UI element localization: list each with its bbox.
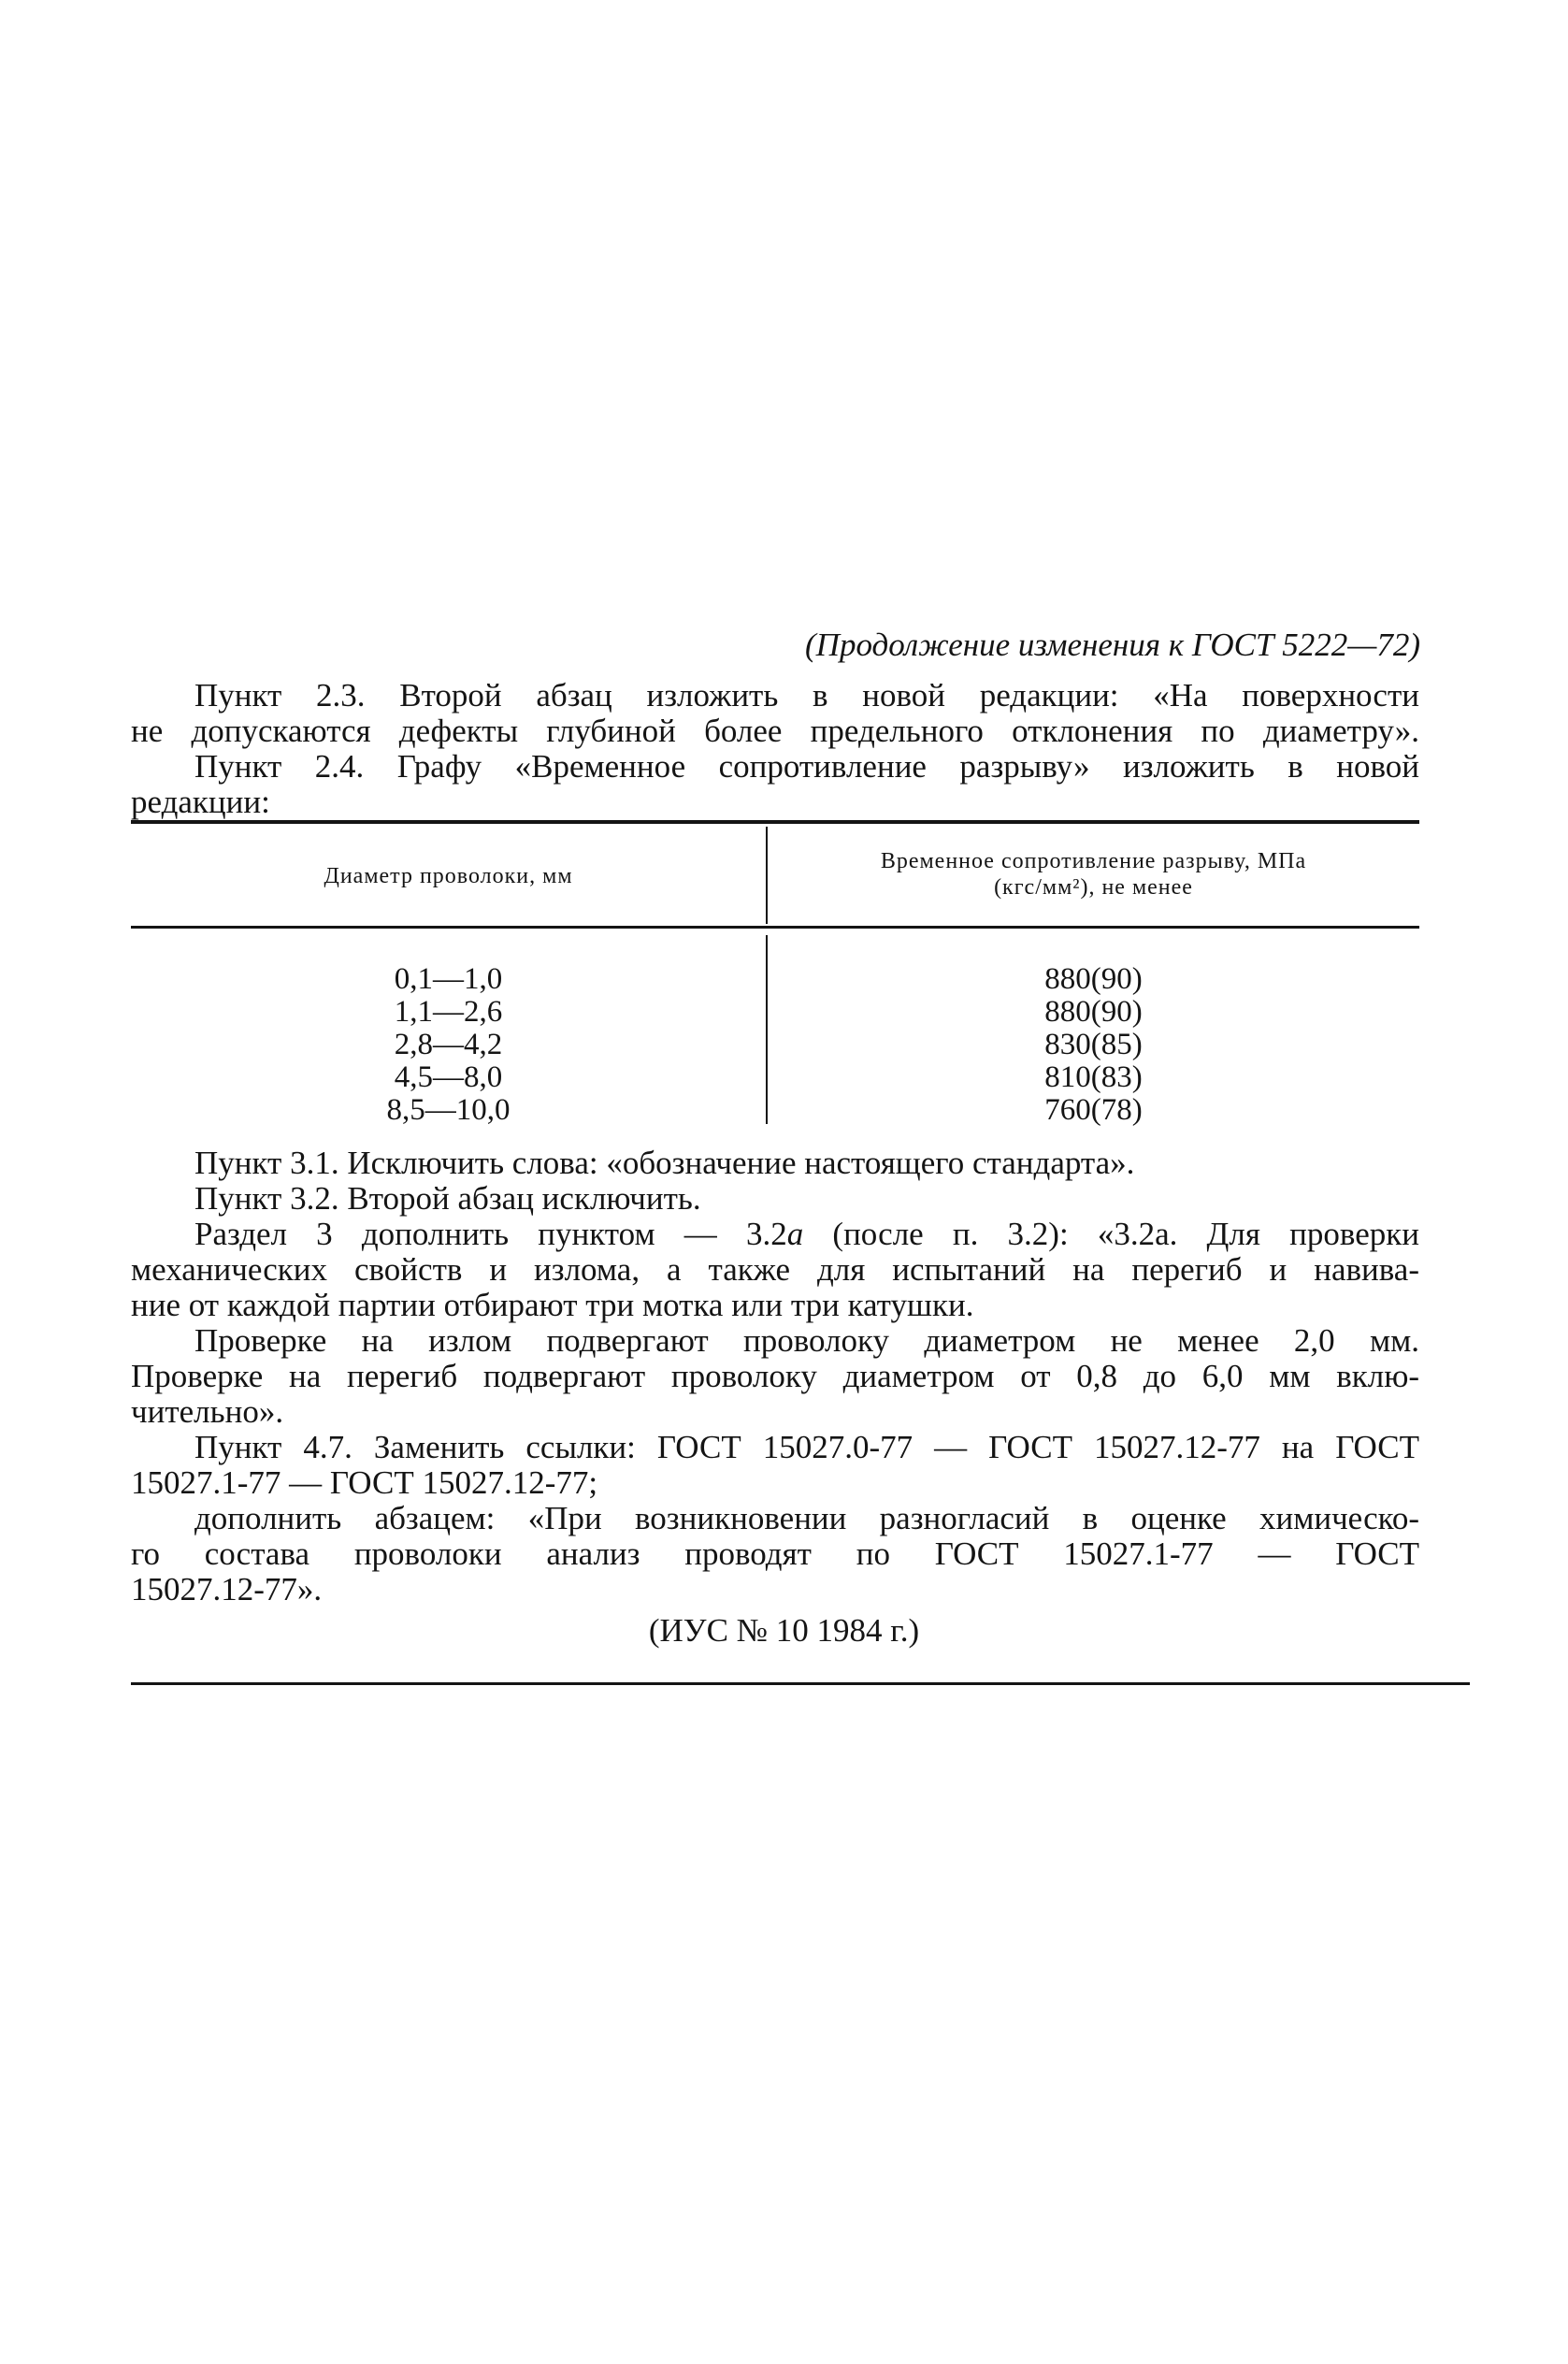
- table-row-4-strength: 810(83): [1044, 1060, 1143, 1094]
- paragraph-addendum-line-2: го состава проволоки анализ проводят по ГОСТ 15027.1-77 — ГОСТ: [131, 1535, 1419, 1572]
- table-row-1-diameter: 0,1—1,0: [394, 962, 503, 996]
- paragraph-break-test-line-3: чительно».: [131, 1393, 284, 1430]
- table-row-2-diameter: 1,1—2,6: [394, 995, 503, 1029]
- paragraph-section-3-line-3: ние от каждой партии отбирают три мотка или три катушки.: [131, 1287, 974, 1323]
- table-header-rule: [131, 926, 1419, 929]
- table-row-5-strength: 760(78): [1044, 1093, 1143, 1127]
- paragraph-section-3-line-1: Раздел 3 дополнить пунктом — 3.2а (после п. 3.2): «3.2а. Для проверки: [194, 1216, 1419, 1252]
- paragraph-2-4-line-2: редакции:: [131, 784, 270, 820]
- table-row-3-diameter: 2,8—4,2: [394, 1028, 503, 1061]
- paragraph-2-3-line-2: не допускаются дефекты глубиной более предельного отклонения по диаметру».: [131, 713, 1419, 749]
- paragraph-break-test-line-2: Проверке на перегиб подвергают проволоку диаметром от 0,8 до 6,0 мм вклю-: [131, 1358, 1419, 1394]
- source-note: (ИУС № 10 1984 г.): [648, 1612, 920, 1649]
- paragraph-3-1: Пункт 3.1. Исключить слова: «обозначение настоящего стандарта».: [194, 1145, 1135, 1181]
- table-header-strength-line-1: Временное сопротивление разрыву, МПа: [880, 849, 1307, 873]
- paragraph-3-2: Пункт 3.2. Второй абзац исключить.: [194, 1180, 701, 1217]
- page-header: (Продолжение изменения к ГОСТ 5222—72): [805, 627, 1420, 663]
- table-row-5-diameter: 8,5—10,0: [386, 1093, 511, 1127]
- paragraph-addendum-line-1: дополнить абзацем: «При возникновении разногласий в оценке химическо-: [194, 1500, 1419, 1536]
- table-header-strength-line-2: (кгс/мм²), не менее: [994, 875, 1193, 900]
- paragraph-2-4-line-1: Пункт 2.4. Графу «Временное сопротивление разрыву» изложить в новой: [194, 748, 1419, 785]
- paragraph-2-3-line-1: Пункт 2.3. Второй абзац изложить в новой редакции: «На поверхности: [194, 677, 1419, 714]
- paragraph-break-test-line-1: Проверке на излом подвергают проволоку диаметром не менее 2,0 мм.: [194, 1322, 1419, 1359]
- paragraph-addendum-line-3: 15027.12-77».: [131, 1571, 323, 1607]
- table-header-diameter: Диаметр проволоки, мм: [324, 864, 573, 888]
- paragraph-4-7-line-1: Пункт 4.7. Заменить ссылки: ГОСТ 15027.0-77 — ГОСТ 15027.12-77 на ГОСТ: [194, 1429, 1419, 1465]
- table-row-2-strength: 880(90): [1044, 995, 1143, 1029]
- table-row-4-diameter: 4,5—8,0: [394, 1060, 503, 1094]
- paragraph-section-3-line-2: механических свойств и излома, а также для испытаний на перегиб и навива-: [131, 1251, 1419, 1288]
- paragraph-4-7-line-2: 15027.1-77 — ГОСТ 15027.12-77;: [131, 1464, 598, 1501]
- table-row-3-strength: 830(85): [1044, 1028, 1143, 1061]
- table-row-1-strength: 880(90): [1044, 962, 1143, 996]
- bottom-rule: [131, 1682, 1470, 1685]
- table-top-rule: [131, 820, 1419, 824]
